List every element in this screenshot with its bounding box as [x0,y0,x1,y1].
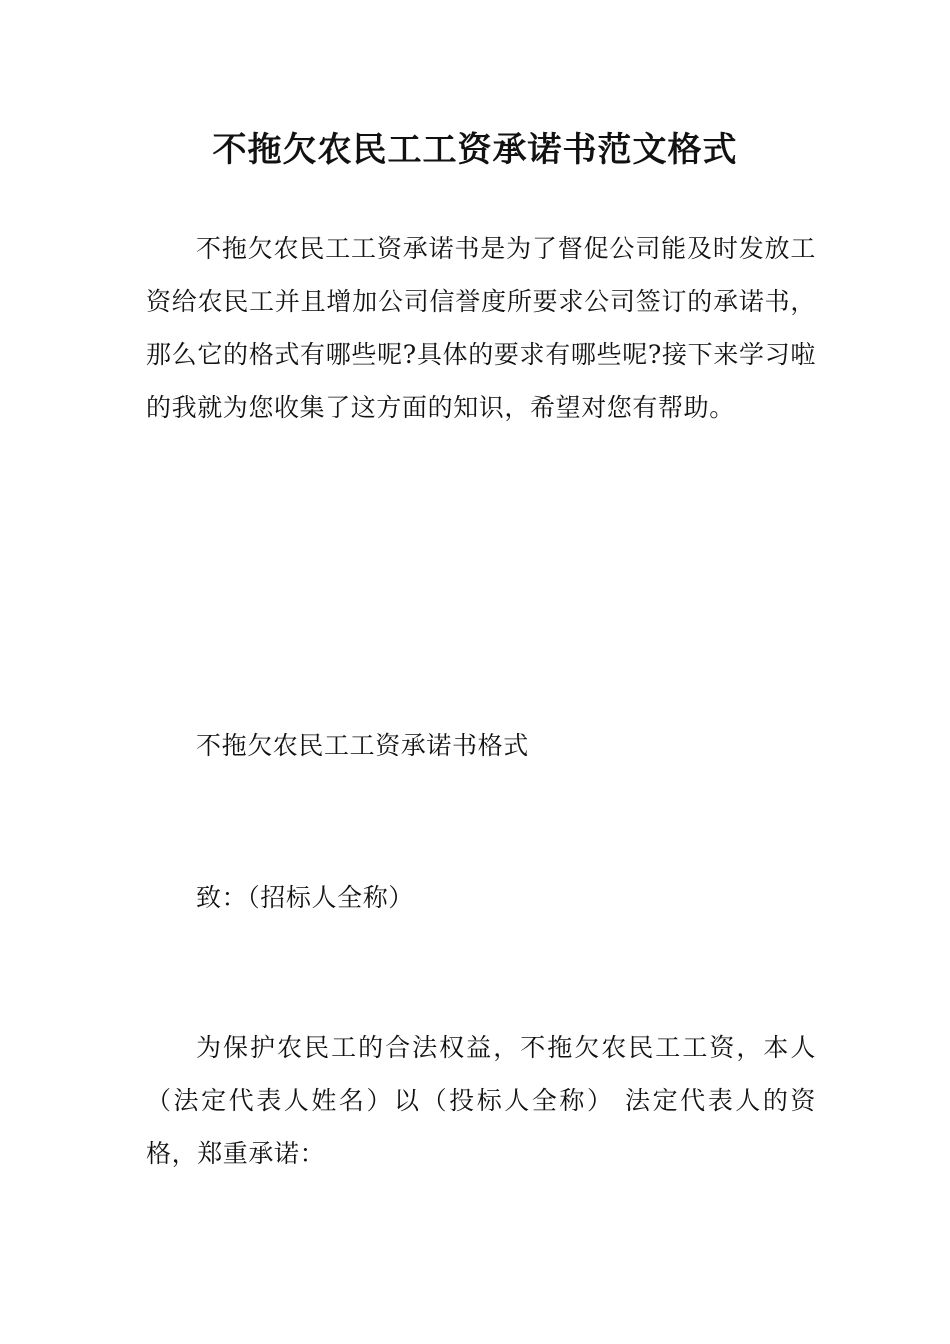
addressee-line: 致：（招标人全称） [196,883,414,912]
document-title: 不拖欠农民工工资承诺书范文格式 [212,130,738,170]
promise-paragraph: 为保护农民工的合法权益，不拖欠农民工工资，本人（法定代表人姓名）以（投标人全称） 法定代表人的资格，郑重承诺： [146,1033,816,1168]
intro-paragraph: 不拖欠农民工工资承诺书是为了督促公司能及时发放工资给农民工并且增加公司信誉度所要求公司签订的承诺书，那么它的格式有哪些呢?具体的要求有哪些呢?接下来学习啦的我就为您收集了这方面的知识，希望对您有帮助。 [146,234,816,422]
section-heading: 不拖欠农民工工资承诺书格式 [196,731,529,760]
